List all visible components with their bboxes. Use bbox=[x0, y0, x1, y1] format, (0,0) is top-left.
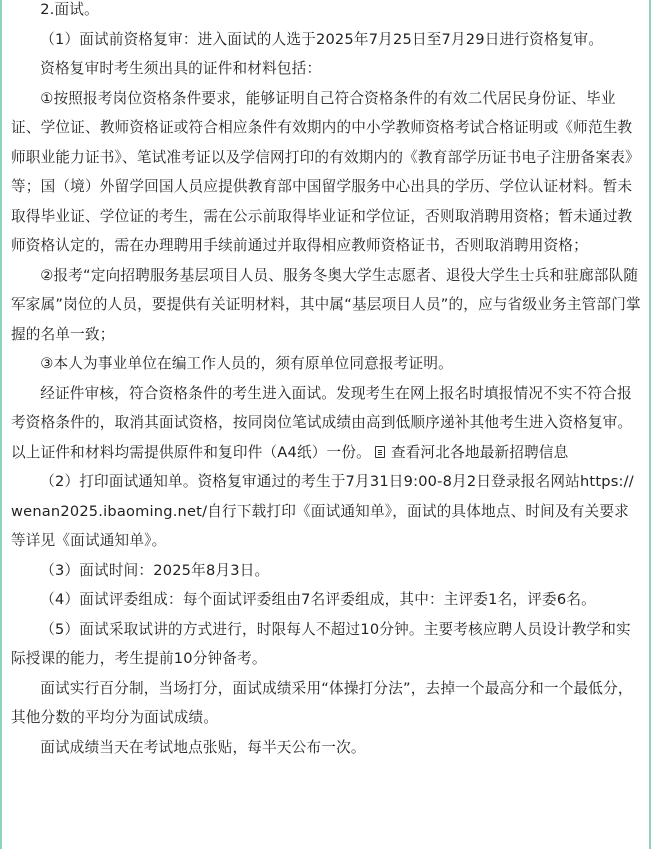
paragraph-interview-time: （3）面试时间：2025年8月3日。 bbox=[40, 561, 270, 579]
section-heading: 2.面试。 bbox=[40, 1, 99, 18]
paragraph-qualification-review: （1）面试前资格复审：进入面试的人选于2025年7月25日至7月29日进行资格复审。 bbox=[40, 30, 604, 48]
review-result-text: 经证件审核，符合资格条件的考生进入面试。发现考生在网上报名时填报情况不实不符合报考资格条件的，取消其面试资格，按同岗位笔试成绩由高到低顺序递补其他考生进入资格复审。以上证件和材料均需提供原件和复印件（A4纸）一份。 bbox=[11, 384, 633, 461]
paragraph-scoring: 面试实行百分制，当场打分，面试成绩采用“体操打分法”，去掉一个最高分和一个最低分，其他分数的平均分为面试成绩。 bbox=[11, 679, 633, 726]
paragraph-review-result bbox=[11, 379, 643, 468]
paragraph-judges: （4）面试评委组成：每个面试评委组由7名评委组成，其中：主评委1名，评委6名。 bbox=[40, 591, 596, 608]
paragraph-materials-item-1: ①按照报考岗位资格条件要求，能够证明自己符合资格条件的有效二代居民身份证、毕业证、学位证、教师资格证或符合相应条件有效期内的中小学教师资格考试合格证明或《师范生教师职业能力证书》、笔试准考证以及学信网打印的有效期内的《教育部学历证书电子注册备案表》等；国（境）外留学回国人员应提供教育部中国留学服务中心出具的学历、学位认证材料。暂未取得毕业证、学位证的考生，需在公示前取得毕业证和学位证，否则取消聘用资格；暂未通过教师资格认定的，需在办理聘用手续前通过并取得相应教师资格证书，否则取消聘用资格； bbox=[11, 89, 640, 254]
paragraph-trial-lecture: （5）面试采取试讲的方式进行，时限每人不超过10分钟。主要考核应聘人员设计教学和实际授课的能力，考生提前10分钟备考。 bbox=[11, 620, 631, 667]
document-icon[interactable] bbox=[375, 446, 385, 458]
recruitment-info-link[interactable]: 查看河北各地最新招聘信息 bbox=[390, 443, 569, 461]
print-notice-text: （2）打印面试通知单。资格复审通过的考生于7月31日9:00-8月2日登录报名网站 bbox=[40, 473, 580, 490]
registration-url-link[interactable]: https://wenan2025.ibaoming.net/ bbox=[11, 473, 634, 520]
paragraph-materials-intro: 资格复审时考生须出具的证件和材料包括： bbox=[40, 60, 322, 77]
paragraph-score-publication: 面试成绩当天在考试地点张贴，每半天公布一次。 bbox=[40, 738, 366, 756]
print-notice-text-end: 自行下载打印《面试通知单》，面试的具体地点、时间及有关要求等详见《面试通知单》。 bbox=[11, 502, 629, 549]
paragraph-materials-item-2: ②报考“定向招聘服务基层项目人员、服务冬奥大学生志愿者、退役大学生士兵和驻廊部队随军家属”岗位的人员，要提供有关证明材料，其中属“基层项目人员”的，应与省级业务主管部门掌握的名单一致； bbox=[11, 266, 641, 343]
paragraph-materials-item-3: ③本人为事业单位在编工作人员的，须有原单位同意报考证明。 bbox=[40, 355, 453, 372]
article-body bbox=[11, 0, 643, 762]
paragraph-print-notice bbox=[11, 467, 643, 556]
